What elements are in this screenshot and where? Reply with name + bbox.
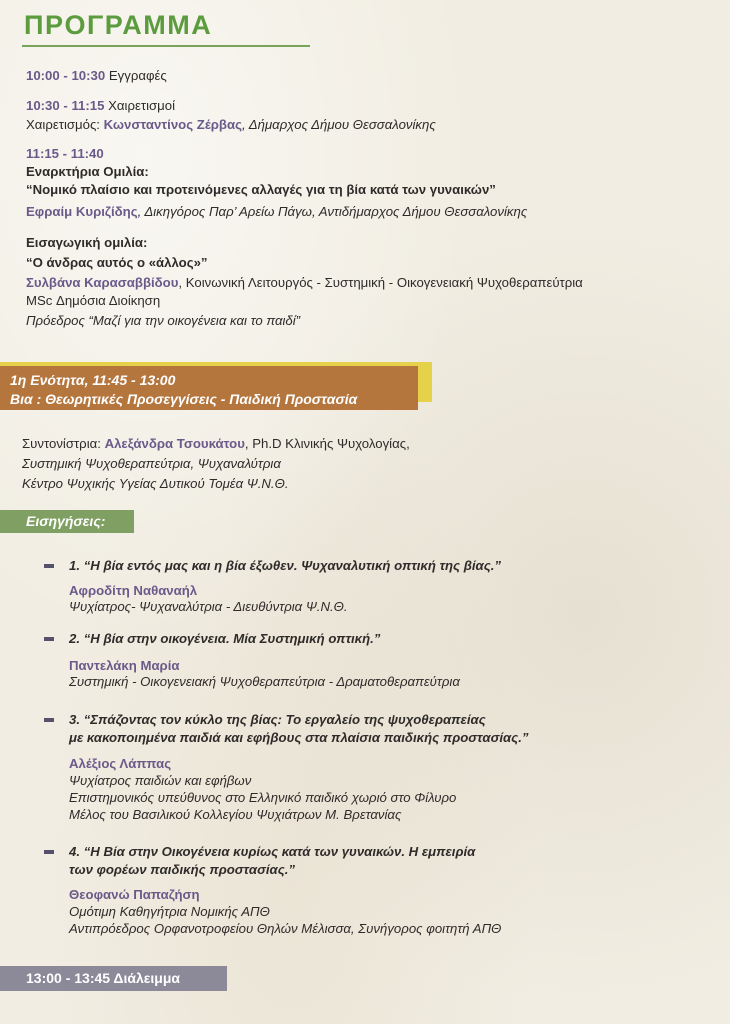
session-banner (0, 366, 418, 410)
bullet-dash (44, 850, 54, 854)
opening-time: 11:15 - 11:40 (26, 146, 104, 161)
moderator-role: , Ph.D Κλινικής Ψυχολογίας, (244, 436, 410, 451)
moderator-prefix: Συντονίστρια: (22, 436, 105, 451)
greetings-label: Χαιρετισμοί (108, 98, 175, 113)
intro-speaker-row (26, 274, 583, 292)
greetings-time: 10:30 - 11:15 (26, 98, 105, 113)
talk-3-detail-2: Επιστημονικός υπεύθυνος στο Ελληνικό παιδικό χωριό στο Φίλυρο (69, 790, 457, 805)
opening-speaker-row (26, 203, 527, 221)
greetings-speaker-row (26, 116, 436, 134)
talk-3-title-line1: 3. “Σπάζοντας τον κύκλο της βίας: Το εργαλείο της ψυχοθεραπείας (69, 712, 486, 727)
lunch-break-banner: 13:00 - 13:45 Διάλειμμα (0, 966, 227, 991)
greetings-speaker-role: , Δήμαρχος Δήμου Θεσσαλονίκης (241, 117, 436, 132)
talk-3-detail-1: Ψυχίατρος παιδιών και εφήβων (69, 773, 252, 788)
presentations-label: Εισηγήσεις: (0, 510, 134, 533)
talk-1-title: 1. “Η βία εντός μας και η βία έξωθεν. Ψυχαναλυτική οπτική της βίας.” (69, 558, 502, 573)
registration-row (26, 67, 167, 85)
moderator-row (22, 435, 410, 453)
greetings-row (26, 97, 175, 115)
talk-4-detail-2: Αντιπρόεδρος Ορφανοτροφείου Θηλών Μέλισσα, Συνήγορος φοιτητή ΑΠΘ (69, 921, 502, 936)
moderator-role-line2: Συστημική Ψυχοθεραπεύτρια, Ψυχαναλύτρια (22, 456, 281, 471)
intro-speaker-title: Πρόεδρος “Μαζί για την οικογένεια και το παιδί” (26, 313, 301, 328)
intro-speaker-role: , Κοινωνική Λειτουργός - Συστημική - Οικογενειακή Ψυχοθεραπεύτρια (178, 275, 583, 290)
talk-2-speaker: Παντελάκη Μαρία (69, 658, 180, 673)
bullet-dash (44, 718, 54, 722)
talk-1-detail: Ψυχίατρος- Ψυχαναλύτρια - Διευθύντρια Ψ.Ν.Θ. (69, 599, 348, 614)
opening-talk-title: “Νομικό πλαίσιο και προτεινόμενες αλλαγές για τη βία κατά των γυναικών” (26, 182, 496, 197)
greetings-prefix: Χαιρετισμός: (26, 117, 104, 132)
intro-speaker-degree: MSc Δημόσια Διοίκηση (26, 293, 161, 308)
talk-4-detail-1: Ομότιμη Καθηγήτρια Νομικής ΑΠΘ (69, 904, 270, 919)
moderator-role-line3: Κέντρο Ψυχικής Υγείας Δυτικού Τομέα Ψ.Ν.Θ. (22, 476, 289, 491)
talk-4-speaker: Θεοφανώ Παπαζήση (69, 887, 200, 902)
opening-speaker-name: Εφραίμ Κυριζίδης (26, 204, 138, 219)
greetings-speaker-name: Κωνσταντίνος Ζέρβας (103, 117, 242, 132)
session-topic: Βια : Θεωρητικές Προσεγγίσεις - Παιδική Προστασία (10, 390, 358, 407)
talk-4-title-line2: των φορέων παιδικής προστασίας.” (69, 862, 295, 877)
registration-time: 10:00 - 10:30 (26, 68, 106, 83)
talk-3-detail-3: Μέλος του Βασιλικού Κολλεγίου Ψυχιάτρων Μ. Βρετανίας (69, 807, 402, 822)
talk-3-speaker: Αλέξιος Λάππας (69, 756, 172, 771)
talk-4-title-line1: 4. “Η Βία στην Οικογένεια κυρίως κατά των γυναικών. Η εμπειρία (69, 844, 476, 859)
intro-speaker-name: Συλβάνα Καρασαββίδου (26, 275, 179, 290)
session-time: 1η Ενότητα, 11:45 - 13:00 (10, 372, 176, 388)
page-title: ΠΡΟΓΡΑΜΜΑ (24, 10, 213, 40)
opening-heading: Εναρκτήρια Ομιλία: (26, 164, 149, 179)
talk-3-title-line2: με κακοποιημένα παιδιά και εφήβους στα πλαίσια παιδικής προστασίας.” (69, 730, 529, 745)
bullet-dash (44, 637, 54, 641)
intro-talk-title: “Ο άνδρας αυτός ο «άλλος»” (26, 255, 208, 270)
intro-heading: Εισαγωγική ομιλία: (26, 235, 148, 250)
bullet-dash (44, 564, 54, 568)
talk-2-title: 2. “Η βία στην οικογένεια. Μία Συστημική οπτική.” (69, 631, 381, 646)
registration-label: Εγγραφές (108, 68, 167, 83)
talk-2-detail: Συστημική - Οικογενειακή Ψυχοθεραπεύτρια - Δραματοθεραπεύτρια (69, 674, 460, 689)
talk-1-speaker: Αφροδίτη Ναθαναήλ (69, 583, 198, 598)
title-underline (22, 45, 310, 47)
moderator-name: Αλεξάνδρα Τσουκάτου (104, 436, 245, 451)
opening-speaker-role: , Δικηγόρος Παρ’ Αρείω Πάγω, Αντιδήμαρχος Δήμου Θεσσαλονίκης (137, 204, 528, 219)
